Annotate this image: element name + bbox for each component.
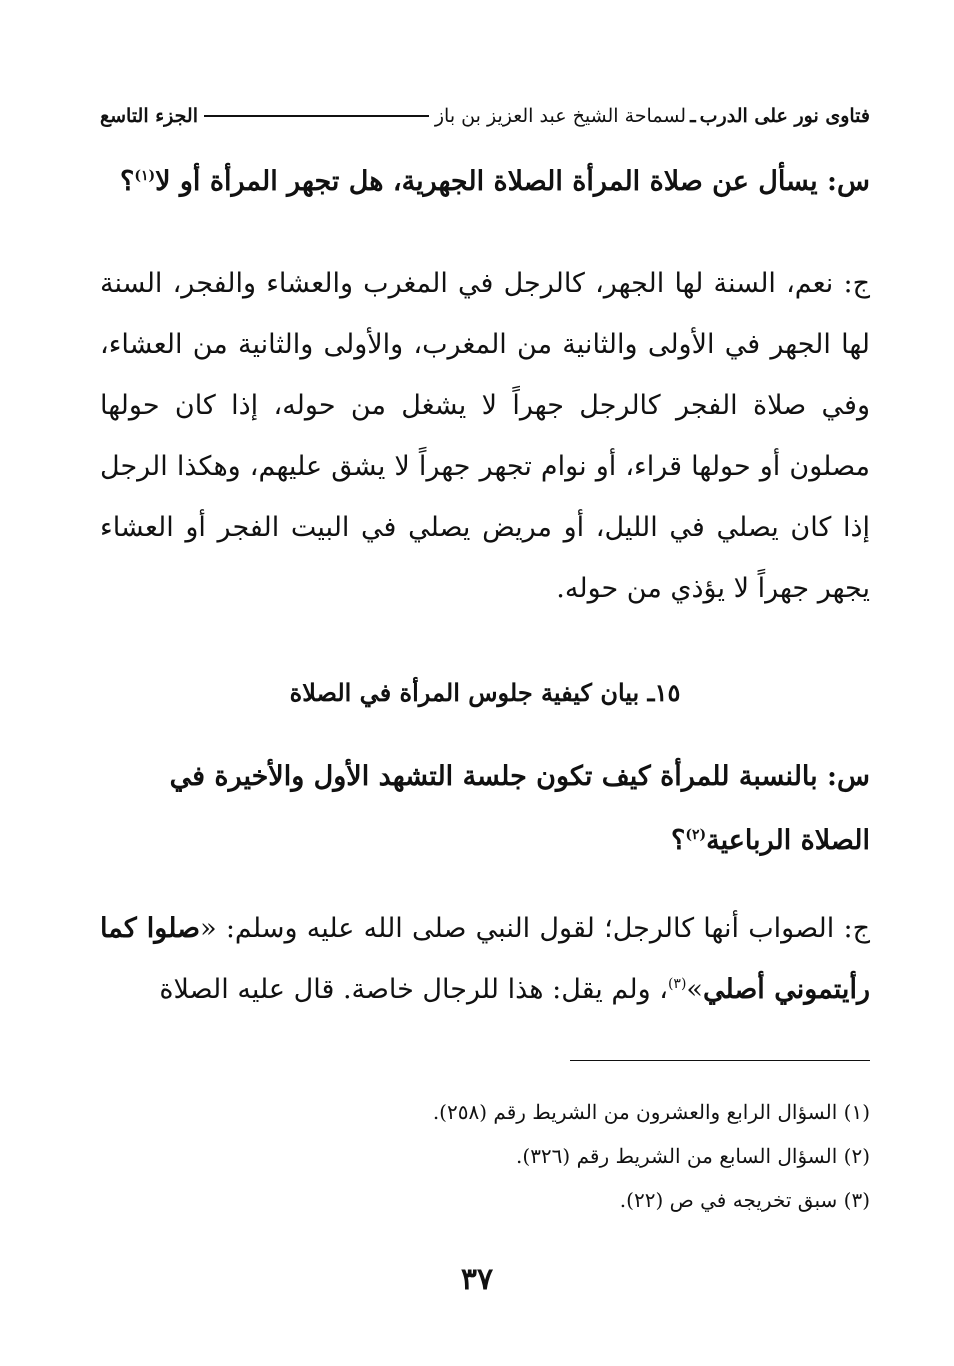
answer-2 — [100, 898, 870, 1020]
volume-label: الجزء التاسع — [100, 105, 198, 127]
question-1 — [100, 150, 870, 214]
header-rule — [204, 115, 429, 117]
footnote-separator — [570, 1060, 870, 1061]
answer-1 — [100, 253, 870, 619]
question-2-mark: ؟ — [670, 825, 686, 856]
footnote-2: (٢) السؤال السابع من الشريط رقم (٣٢٦). — [516, 1144, 870, 1168]
answer-1-text: ج: نعم، السنة لها الجهر، كالرجل في المغرب والعشاء والفجر، السنة لها الجهر في الأولى والثانية من المغرب، والأولى والثانية من العشاء، وفي صلاة الفجر كالرجل جهراً لا يشغل من حوله، إذا كان حولها مصلون أو حولها قراء، أو نوام تجهر جهراً لا يشق عليهم، وهكذا الرجل إذا كان يصلي في الليل، أو مريض يصلي في البيت الفجر أو العشاء يجهر جهراً لا يؤذي من حوله. — [100, 268, 871, 604]
hadith-quote: صلوا كما رأيتموني أصلي — [100, 913, 870, 1005]
book-title: فتاوى نور على الدرب — [699, 105, 870, 127]
answer-2-continuation: ، ولم يقل: هذا للرجال خاصة. قال عليه الصلاة — [159, 974, 668, 1005]
section-heading: ١٥ـ بيان كيفية جلوس المرأة في الصلاة — [289, 678, 681, 707]
footnote-ref-2: (٢) — [685, 827, 707, 843]
running-header — [100, 100, 870, 132]
author-name: لسماحة الشيخ عبد العزيز بن باز — [434, 105, 687, 127]
answer-2-quote-close: » — [686, 974, 703, 1005]
question-2-text: س: بالنسبة للمرأة كيف تكون جلسة التشهد الأول والأخيرة في الصلاة الرباعية — [169, 761, 870, 856]
page-number: ٣٧ — [460, 1262, 494, 1297]
question-2 — [100, 745, 870, 873]
footnote-1: (١) السؤال الرابع والعشرون من الشريط رقم (٢٥٨). — [432, 1100, 870, 1124]
footnotes — [100, 1090, 870, 1222]
question-1-text: س: يسأل عن صلاة المرأة الصلاة الجهرية، هل تجهر المرأة أو لا — [155, 166, 870, 197]
footnote-ref-1: (١) — [134, 168, 156, 184]
answer-2-intro: ج: الصواب أنها كالرجل؛ لقول النبي صلى الله عليه وسلم: « — [200, 913, 871, 944]
header-separator: ـ — [690, 105, 696, 127]
footnote-ref-3: (٣) — [667, 976, 687, 992]
footnote-3: (٣) سبق تخريجه في ص (٢٢). — [619, 1188, 870, 1212]
question-1-mark: ؟ — [119, 166, 135, 197]
